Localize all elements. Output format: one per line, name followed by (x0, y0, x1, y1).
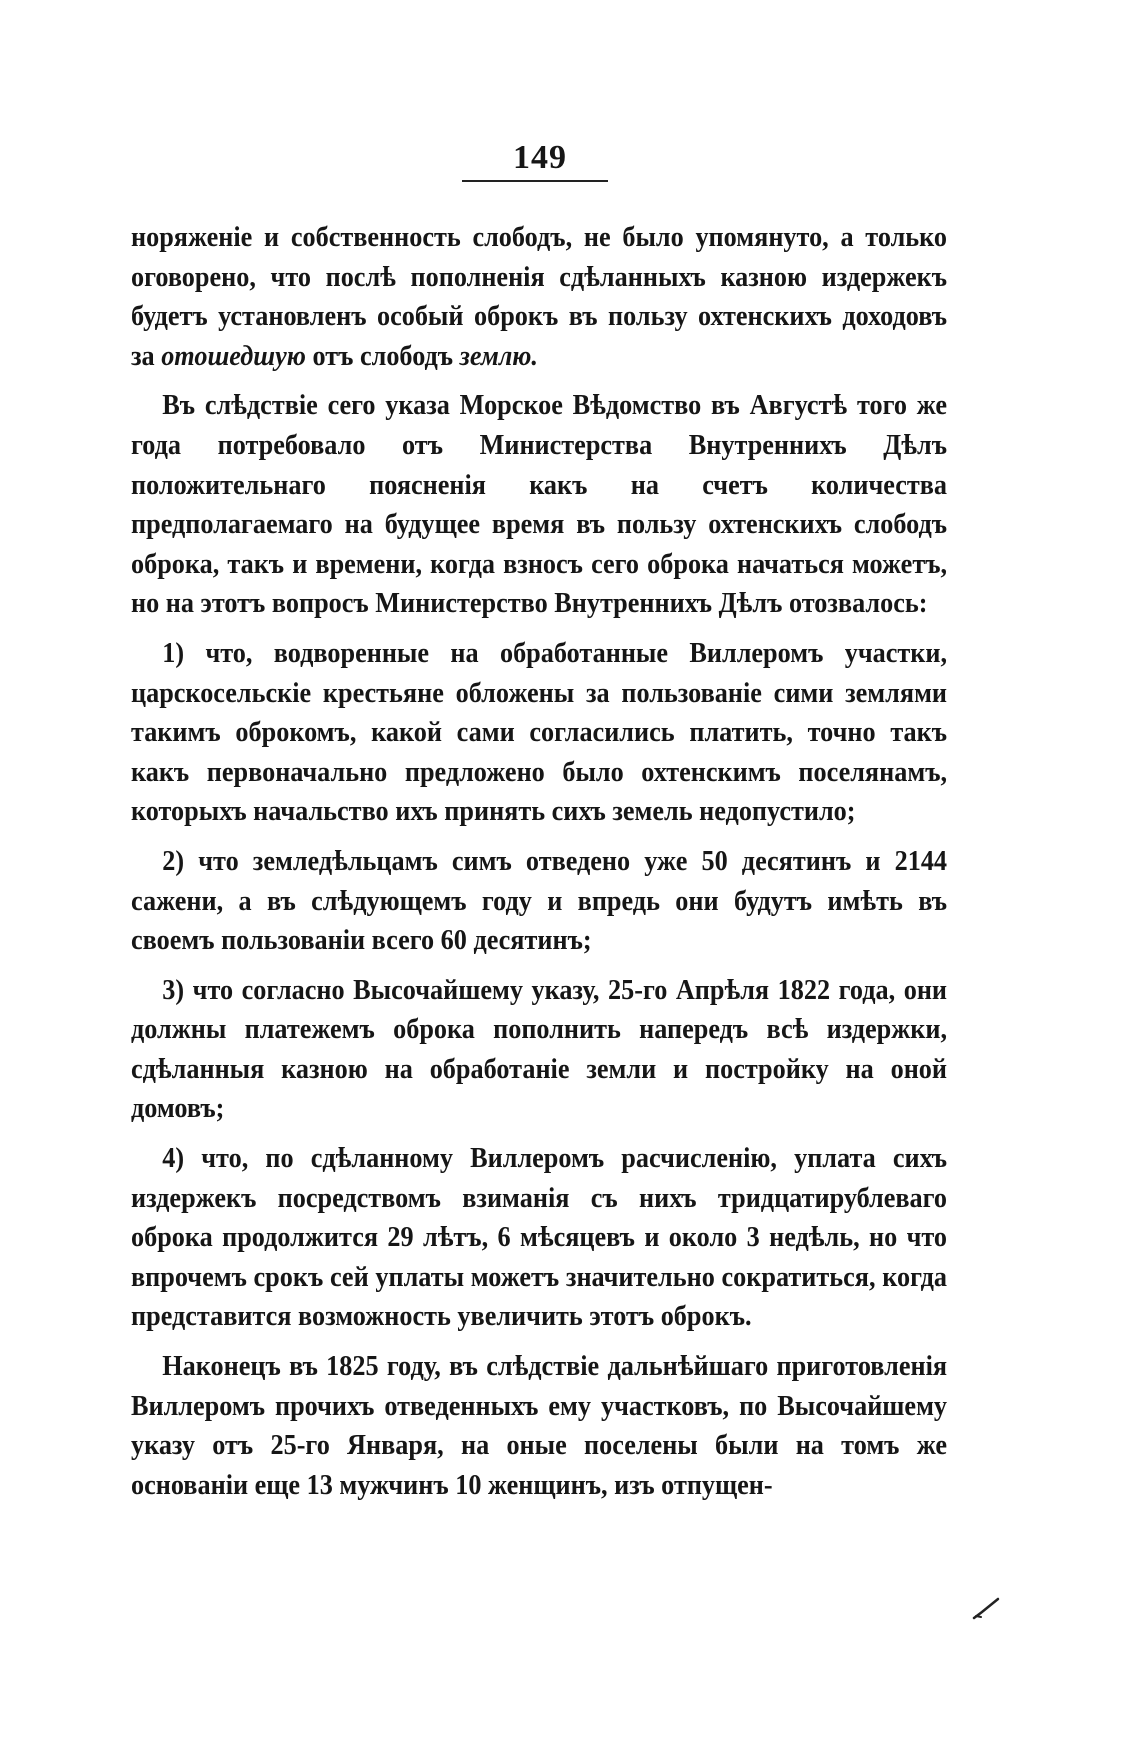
text-span: 1) что, водворенные на обработанные Виллеромъ участки, царскосельскіе крестьяне обложены за пользованіе сими землями такимъ оброкомъ, какой сами согласились платить, точно такъ какъ первоначально предложено было охтенскимъ поселянамъ, которыхъ начальство ихъ принять сихъ земель недопустило; (131, 637, 948, 828)
list-item-paragraph (131, 842, 947, 961)
paragraph (131, 218, 947, 376)
page-number: 149 (513, 139, 567, 176)
header-rule (462, 180, 608, 182)
text-span: Наконецъ въ 1825 году, въ слѣдствіе дальнѣйшаго приготовленія Виллеромъ прочихъ отведенныхъ ему участковъ, по Высочайшему указу отъ 25-го Января, на оные поселены были на томъ же основаніи еще 13 мужчинъ 10 женщинъ, изъ отпущен- (131, 1351, 948, 1501)
italic-text-span: землю. (459, 340, 538, 372)
body-text (131, 218, 947, 1505)
list-item-paragraph (131, 634, 947, 832)
text-span: норяженіе и собственность слободъ, не было упомянуто, а только оговорено, что послѣ пополненія сдѣланныхъ казною издержекъ будетъ установленъ особый оброкъ въ пользу охтенскихъ доходовъ за (131, 222, 948, 372)
paragraph (131, 386, 947, 624)
text-span: 2) что земледѣльцамъ симъ отведено уже 50 десятинъ и 2144 сажени, а въ слѣдующемъ году и впредь они будутъ имѣть въ своемъ пользованіи всего 60 десятинъ; (131, 845, 948, 957)
list-item-paragraph (131, 971, 947, 1129)
text-span: Въ слѣдствіе сего указа Морское Вѣдомство въ Августѣ того же года потребовало отъ Министерства Внутреннихъ Дѣлъ положительнаго поясненія какъ на счетъ количества предполагаемаго на будущее время въ пользу охтенскихъ слободъ оброка, такъ и времени, когда взносъ сего оброка начаться можетъ, но на этотъ вопросъ Министерство Внутреннихъ Дѣлъ отозвалось: (131, 390, 948, 620)
text-span: 3) что согласно Высочайшему указу, 25-го Апрѣля 1822 года, они должны платежемъ оброка пополнить напередъ всѣ издержки, сдѣланныя казною на обработаніе земли и постройку на оной домовъ; (131, 974, 948, 1125)
pen-tick-mark (972, 1596, 1002, 1620)
list-item-paragraph (131, 1139, 947, 1337)
text-span: 4) что, по сдѣланному Виллеромъ расчисленію, уплата сихъ издержекъ посредствомъ взиманія съ нихъ тридцатирублеваго оброка продолжится 29 лѣтъ, 6 мѣсяцевъ и около 3 недѣль, но что впрочемъ срокъ сей уплаты можетъ значительно сократиться, когда представится возможность увеличить этотъ оброкъ. (131, 1143, 948, 1333)
text-span: отъ слободъ (305, 340, 460, 372)
italic-text-span: отошедшую (161, 340, 306, 372)
paragraph (131, 1347, 947, 1505)
